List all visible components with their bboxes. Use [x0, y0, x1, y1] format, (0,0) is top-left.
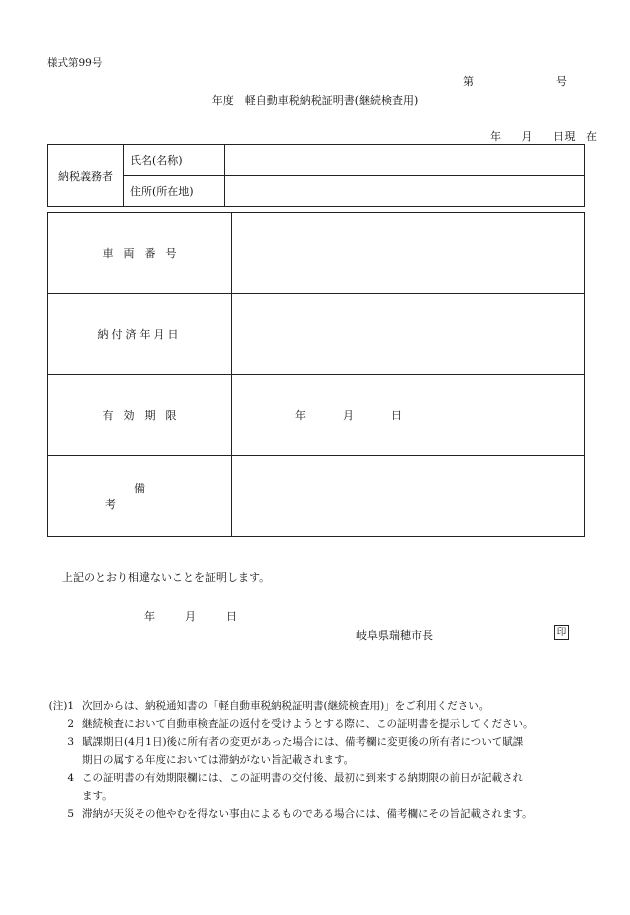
paid-date-field[interactable] [232, 294, 585, 375]
note-number: 5 [67, 808, 74, 820]
note-item [47, 805, 592, 823]
note-continuation: ます。 [82, 790, 113, 802]
note-text: この証明書の有効期限欄には、この証明書の交付後、最初に到来する納期限の前日が記載され [82, 772, 523, 784]
note-text: 次回からは、納税通知書の「軽自動車税納税証明書(継続検査用)」をご利用ください。 [82, 700, 490, 712]
as-of-year: 年 [490, 130, 502, 143]
valid-month: 月 [343, 409, 354, 422]
certificate-number-prefix: 第 [463, 75, 474, 88]
note-prefix: (注)1 [48, 700, 74, 712]
remarks-field[interactable] [232, 456, 585, 537]
name-label: 氏名(名称) [124, 145, 225, 176]
seal-mark: 印 [554, 625, 569, 640]
note-number: 2 [67, 718, 74, 730]
address-field[interactable] [225, 176, 585, 207]
taxpayer-heading: 納税義務者 [48, 145, 124, 207]
issue-year: 年 [144, 610, 155, 623]
paid-date-label: 納付済年月日 [97, 328, 182, 341]
note-text: 滞納が天災その他やむを得ない事由によるものである場合には、備考欄にその旨記載されます。 [82, 808, 533, 820]
as-of-label: 在 [586, 130, 598, 143]
remarks-label: 備考 [105, 482, 203, 511]
valid-day: 日 [391, 409, 402, 422]
note-item [47, 697, 592, 715]
note-text: 継続検査において自動車検査証の返付を受けようとする際に、この証明書を提示してください。 [82, 718, 534, 730]
as-of-month: 月 [521, 130, 533, 143]
note-number: 4 [67, 772, 74, 784]
issue-day: 日 [226, 610, 237, 623]
as-of-day: 日現 [553, 130, 576, 143]
note-item [47, 715, 592, 733]
note-item [47, 733, 592, 751]
valid-until-field[interactable] [232, 375, 585, 456]
certificate-number-suffix: 号 [556, 75, 567, 88]
issuer-name: 岐阜県瑞穂市長 [356, 629, 433, 642]
note-number: 3 [67, 736, 74, 748]
vehicle-number-label: 車両番号 [102, 247, 187, 260]
taxpayer-table [47, 144, 585, 207]
as-of-date [490, 128, 598, 144]
vehicle-details-table [47, 212, 585, 537]
valid-year: 年 [295, 409, 306, 422]
name-field[interactable] [225, 145, 585, 176]
issue-month: 月 [185, 610, 196, 623]
note-item [47, 769, 592, 787]
document-title: 年度 軽自動車税納税証明書(継続検査用) [211, 94, 419, 107]
valid-until-label: 有効期限 [102, 409, 187, 422]
note-text: 賦課期日(4月1日)後に所有者の変更があった場合には、備考欄に変更後の所有者について賦課 [82, 736, 524, 748]
address-label: 住所(所在地) [124, 176, 225, 207]
form-number: 様式第99号 [47, 57, 103, 69]
notes-section [47, 697, 592, 823]
vehicle-number-field[interactable] [232, 213, 585, 294]
certification-statement: 上記のとおり相違ないことを証明します。 [62, 571, 271, 584]
issue-date [144, 608, 237, 624]
note-continuation: 期日の属する年度においては滞納がない旨記載されます。 [82, 754, 355, 766]
